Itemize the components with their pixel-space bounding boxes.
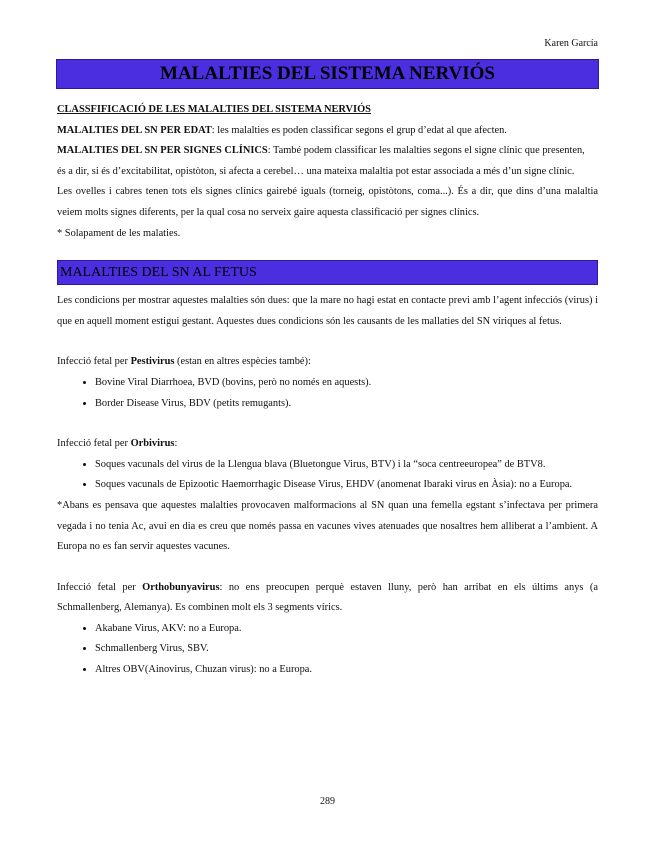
orbi-name: Orbivirus [130, 438, 175, 450]
list-item: • Schmallenberg Virus, SBV. [95, 639, 598, 660]
ortho-intro [57, 578, 598, 619]
classification-edat [57, 121, 598, 142]
list-item: • Soques vacunals del virus de la Llengua blava (Bluetongue Virus, BTV) i la “soca centreeuropea” de BTV8. [95, 455, 598, 476]
spacer [57, 414, 598, 434]
list-item: • Akabane Virus, AKV: no a Europa. [95, 619, 598, 640]
signes-label: MALALTIES DEL SN PER SIGNES CLÍNICS [57, 145, 268, 157]
orbi-intro [57, 434, 598, 455]
orbi-list [57, 455, 598, 496]
page-number: 289 [320, 796, 335, 807]
edat-label: MALALTIES DEL SN PER EDAT [57, 124, 212, 136]
classification-ovelles: Les ovelles i cabres tenen tots els signes clínics gairebé iguals (torneig, opistòtons, coma...). És a dir, que dins d’una malaltia veiem molts signes diferents, per la qual cosa no serveix gaire aquesta classificació per signes clínics. [57, 186, 598, 218]
pesti-intro [57, 352, 598, 373]
section-heading-fetus: MALALTIES DEL SN AL FETUS [57, 260, 598, 285]
list-item: • Border Disease Virus, BDV (petits remugants). [95, 394, 598, 415]
author-header: Karen García [544, 38, 598, 49]
list-item: • Bovine Viral Diarrhoea, BVD (bovins, però no només en aquests). [95, 373, 598, 394]
ortho-pre: Infecció fetal per [57, 581, 143, 593]
fetus-intro: Les condicions per mostrar aquestes malalties són dues: que la mare no hagi estat en contacte previ amb l’agent infecciós (virus) i que en aquell moment estigui gestant. Aquestes dues condicions són les causants de les mallaties del SN víriques al fetus. [57, 295, 598, 327]
classification-signes [57, 141, 598, 162]
ortho-post: : no ens preocupen perquè estaven lluny, però han arribat en els últims anys (a Schmallenberg, Alemanya). Es combinen molt els 3 segments vírics. [57, 581, 598, 614]
classification-signes-2: és a dir, si és d’excitabilitat, opistòton, si afecta a cerebel… una mateixa malaltia pot estar associada a més d’un signe clínic. [57, 165, 575, 177]
orbi-post: : [174, 438, 178, 450]
signes-text: : També podem classificar les malalties segons el signe clínic que presenten, [267, 145, 585, 157]
spacer [57, 332, 598, 352]
document-body [57, 100, 598, 681]
spacer [57, 558, 598, 578]
list-item: • Soques vacunals de Epizootic Haemorrhagic Disease Virus, EHDV (anomenat Ibaraki virus en Àsia): no a Europa. [95, 475, 598, 496]
page-title: MALALTIES DEL SISTEMA NERVIÓS [56, 59, 599, 89]
pesti-name: Pestivirus [130, 356, 175, 368]
classification-solapament: * Solapament de les malaties. [57, 227, 181, 239]
orbi-pre: Infecció fetal per [57, 438, 131, 450]
pesti-list [57, 373, 598, 414]
ortho-name: Orthobunyavirus [142, 581, 220, 593]
pesti-pre: Infecció fetal per [57, 356, 131, 368]
edat-text: : les malalties es poden classificar segons el grup d’edat al que afecten. [211, 124, 507, 136]
pesti-post: (estan en altres espècies també): [174, 356, 311, 368]
abans-note: *Abans es pensava que aquestes malalties provocaven malformacions al SN quan una femella egstant s’infectava per primera vegada i no tenia Ac, avui en dia es creu que només passa en vacunes vives atenuades que nosaltres hem alliberat a l’ambient. A Europa no es fan servir aquestes vacunes. [57, 499, 598, 553]
list-item: • Altres OBV(Ainovirus, Chuzan virus): no a Europa. [95, 660, 598, 681]
classification-heading: CLASSFIFICACIÓ DE LES MALALTIES DEL SISTEMA NERVIÓS [57, 104, 371, 115]
ortho-list [57, 619, 598, 681]
